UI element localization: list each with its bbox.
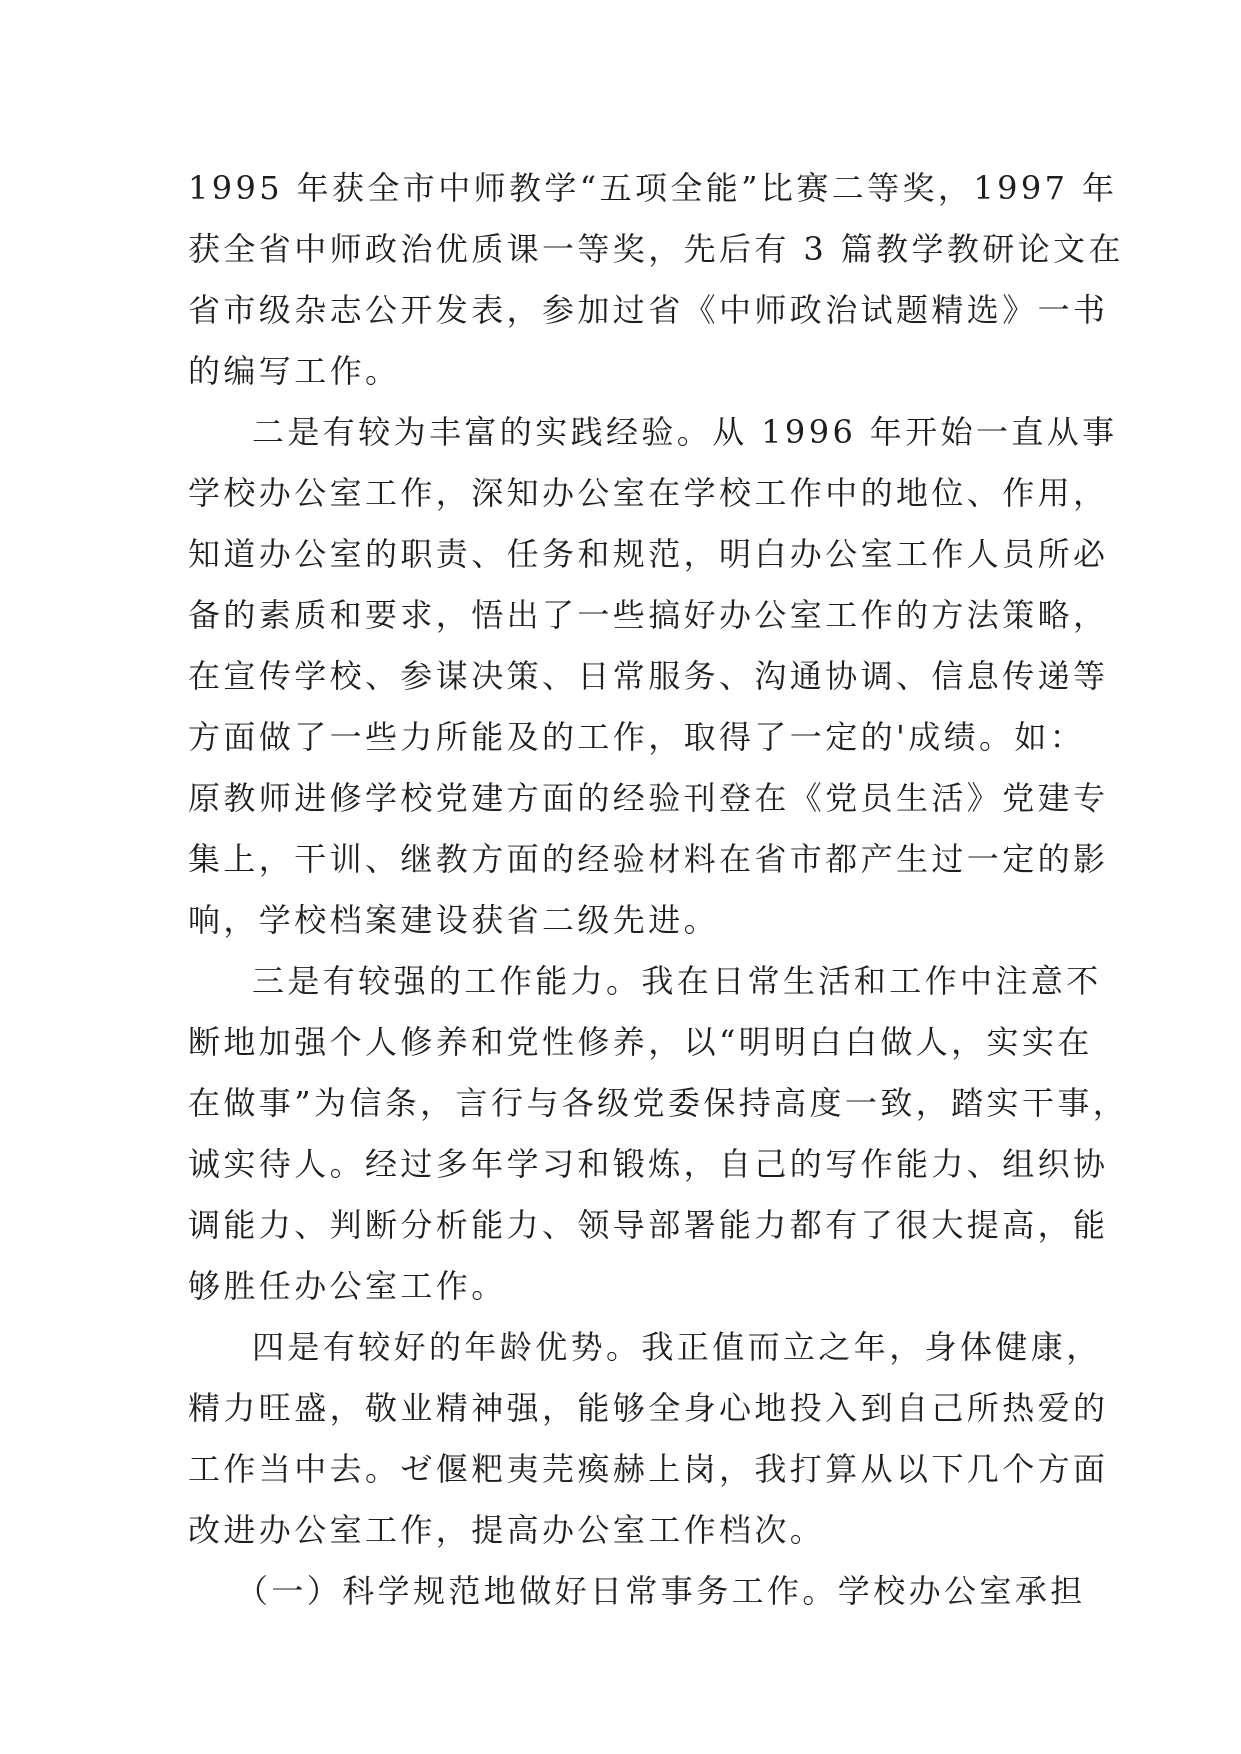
text-line: 够胜任办公室工作。 <box>188 1267 507 1305</box>
text-line: 学校办公室工作，深知办公室在学校工作中的地位、作用， <box>188 474 1109 512</box>
body-text <box>188 158 1129 1622</box>
paragraph-first-line: （一）科学规范地做好日常事务工作。学校办公室承担 <box>236 1572 1086 1610</box>
paragraph-first-line: 四是有较好的年龄优势。我正值而立之年，身体健康， <box>252 1328 1102 1366</box>
text-line: 备的素质和要求，悟出了一些搞好办公室工作的方法策略， <box>188 596 1109 634</box>
text-line: 在做事”为信条，言行与各级党委保持高度一致，踏实干事， <box>188 1084 1129 1122</box>
text-line: 响，学校档案建设获省二级先进。 <box>188 901 720 939</box>
text-line: 省市级杂志公开发表，参加过省《中师政治试题精选》一书 <box>188 291 1109 329</box>
text-line: 原教师进修学校党建方面的经验刊登在《党员生活》党建专 <box>188 779 1109 817</box>
text-line: 诚实待人。经过多年学习和锻炼，自己的写作能力、组织协 <box>188 1145 1109 1183</box>
text-line: 在宣传学校、参谋决策、日常服务、沟通协调、信息传递等 <box>188 657 1109 695</box>
text-line: 工作当中去。ゼ偃粑夷芫瘓赫上岗，我打算从以下几个方面 <box>188 1450 1109 1488</box>
text-line: 获全省中师政治优质课一等奖，先后有 3 篇教学教研论文在 <box>188 230 1124 268</box>
paragraph-first-line: 三是有较强的工作能力。我在日常生活和工作中注意不 <box>252 962 1102 1000</box>
text-line: 精力旺盛，敬业精神强，能够全身心地投入到自己所热爱的 <box>188 1389 1109 1427</box>
text-line: 调能力、判断分析能力、领导部署能力都有了很大提高，能 <box>188 1206 1109 1244</box>
paragraph-first-line: 二是有较为丰富的实践经验。从 1996 年开始一直从事 <box>252 413 1118 451</box>
text-line: 改进办公室工作，提高办公室工作档次。 <box>188 1511 826 1549</box>
text-line: 1995 年获全市中师教学“五项全能”比赛二等奖，1997 年 <box>188 169 1118 207</box>
text-line: 集上，干训、继教方面的经验材料在省市都产生过一定的影 <box>188 840 1109 878</box>
text-line: 断地加强个人修养和党性修养，以“明明白白做人，实实在 <box>188 1023 1093 1061</box>
text-line: 方面做了一些力所能及的工作，取得了一定的'成绩。如： <box>188 718 1086 756</box>
text-line: 的编写工作。 <box>188 352 401 390</box>
text-line: 知道办公室的职责、任务和规范，明白办公室工作人员所必 <box>188 535 1109 573</box>
